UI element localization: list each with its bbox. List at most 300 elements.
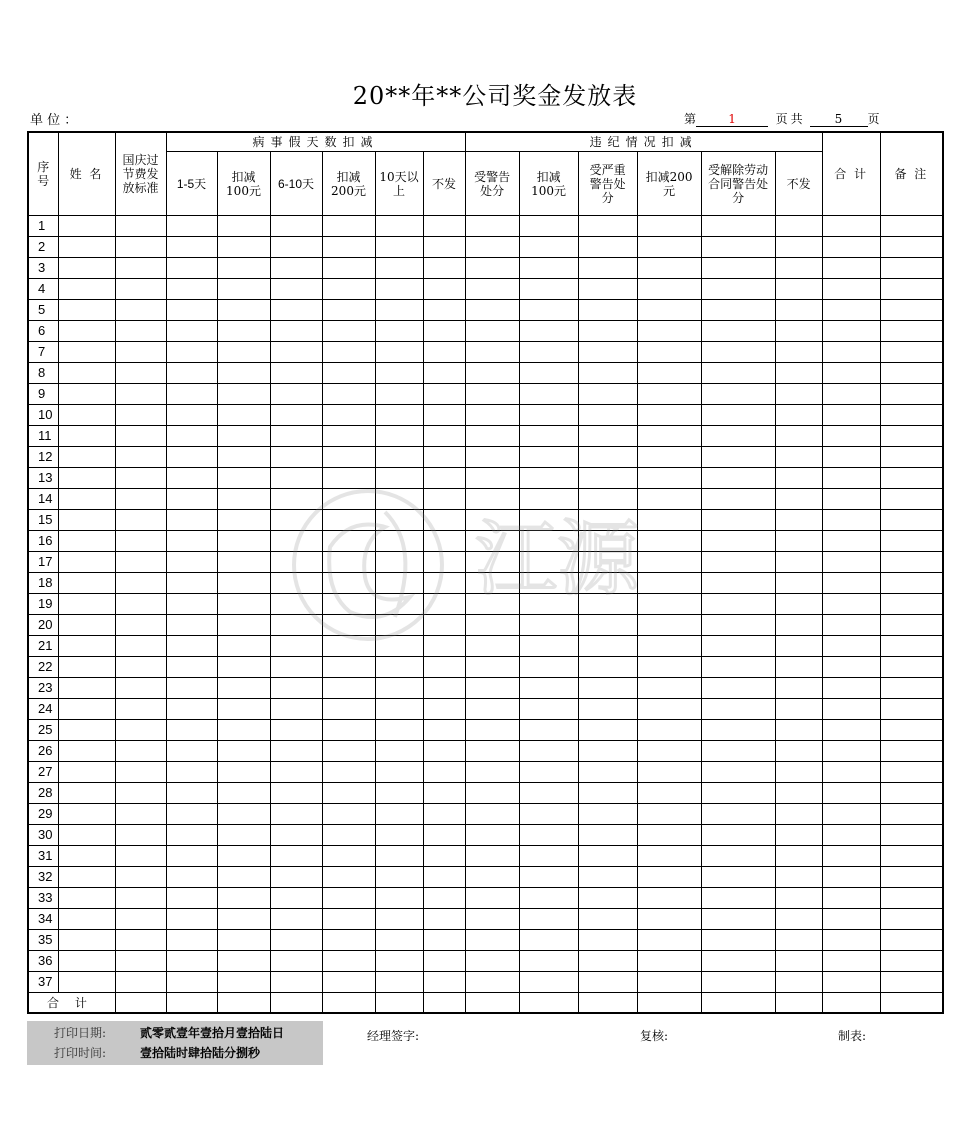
table-cell[interactable] <box>465 951 519 972</box>
table-cell[interactable] <box>423 216 465 237</box>
table-cell[interactable] <box>115 447 166 468</box>
table-cell[interactable] <box>270 657 322 678</box>
table-cell[interactable] <box>375 930 423 951</box>
table-cell[interactable] <box>822 909 880 930</box>
table-cell[interactable] <box>775 909 822 930</box>
table-cell[interactable] <box>217 510 270 531</box>
table-cell[interactable] <box>519 447 578 468</box>
total-cell[interactable] <box>166 993 217 1014</box>
table-cell[interactable] <box>270 384 322 405</box>
table-cell[interactable] <box>775 531 822 552</box>
table-cell[interactable] <box>822 888 880 909</box>
table-cell[interactable] <box>58 510 115 531</box>
table-cell[interactable] <box>880 510 943 531</box>
table-cell[interactable] <box>423 762 465 783</box>
table-cell[interactable] <box>519 300 578 321</box>
table-cell[interactable] <box>519 279 578 300</box>
table-cell[interactable] <box>701 468 775 489</box>
table-cell[interactable] <box>822 531 880 552</box>
table-cell[interactable] <box>880 909 943 930</box>
table-cell[interactable] <box>519 594 578 615</box>
table-cell[interactable] <box>423 636 465 657</box>
table-cell[interactable] <box>637 468 701 489</box>
table-cell[interactable] <box>375 699 423 720</box>
table-cell[interactable] <box>423 930 465 951</box>
table-cell[interactable] <box>270 426 322 447</box>
table-cell[interactable] <box>322 258 375 279</box>
table-cell[interactable] <box>578 489 637 510</box>
table-cell[interactable] <box>375 741 423 762</box>
table-cell[interactable] <box>58 867 115 888</box>
table-cell[interactable] <box>701 531 775 552</box>
table-cell[interactable] <box>322 699 375 720</box>
table-cell[interactable] <box>578 363 637 384</box>
total-cell[interactable] <box>217 993 270 1014</box>
table-cell[interactable] <box>701 888 775 909</box>
table-cell[interactable] <box>519 678 578 699</box>
table-cell[interactable] <box>637 930 701 951</box>
table-cell[interactable] <box>465 258 519 279</box>
table-cell[interactable] <box>637 447 701 468</box>
table-cell[interactable] <box>880 972 943 993</box>
table-cell[interactable] <box>519 699 578 720</box>
table-cell[interactable] <box>217 342 270 363</box>
table-cell[interactable] <box>701 783 775 804</box>
table-cell[interactable] <box>880 804 943 825</box>
table-cell[interactable] <box>637 489 701 510</box>
table-cell[interactable] <box>880 699 943 720</box>
table-cell[interactable] <box>822 678 880 699</box>
table-cell[interactable] <box>465 825 519 846</box>
table-cell[interactable] <box>322 594 375 615</box>
table-cell[interactable] <box>465 342 519 363</box>
table-cell[interactable] <box>423 867 465 888</box>
table-cell[interactable] <box>637 699 701 720</box>
table-cell[interactable] <box>322 342 375 363</box>
table-cell[interactable] <box>166 237 217 258</box>
table-cell[interactable] <box>775 888 822 909</box>
table-cell[interactable] <box>270 867 322 888</box>
table-cell[interactable] <box>880 615 943 636</box>
total-cell[interactable] <box>822 993 880 1014</box>
table-cell[interactable] <box>375 405 423 426</box>
table-cell[interactable] <box>465 972 519 993</box>
table-cell[interactable] <box>58 468 115 489</box>
table-cell[interactable] <box>166 804 217 825</box>
table-cell[interactable] <box>701 405 775 426</box>
table-cell[interactable] <box>270 594 322 615</box>
table-cell[interactable] <box>701 678 775 699</box>
table-cell[interactable] <box>115 363 166 384</box>
table-cell[interactable] <box>519 258 578 279</box>
table-cell[interactable] <box>166 825 217 846</box>
total-cell[interactable] <box>322 993 375 1014</box>
table-cell[interactable] <box>519 636 578 657</box>
table-cell[interactable] <box>166 552 217 573</box>
table-cell[interactable] <box>375 384 423 405</box>
table-cell[interactable] <box>775 846 822 867</box>
table-cell[interactable] <box>322 405 375 426</box>
table-cell[interactable] <box>322 720 375 741</box>
table-cell[interactable] <box>519 804 578 825</box>
table-cell[interactable] <box>217 657 270 678</box>
table-cell[interactable] <box>465 846 519 867</box>
table-cell[interactable] <box>775 804 822 825</box>
table-cell[interactable] <box>322 867 375 888</box>
table-cell[interactable] <box>423 363 465 384</box>
table-cell[interactable] <box>465 447 519 468</box>
table-cell[interactable] <box>270 762 322 783</box>
table-cell[interactable] <box>322 426 375 447</box>
table-cell[interactable] <box>270 531 322 552</box>
table-cell[interactable] <box>322 615 375 636</box>
table-cell[interactable] <box>880 741 943 762</box>
table-cell[interactable] <box>519 972 578 993</box>
table-cell[interactable] <box>115 699 166 720</box>
table-cell[interactable] <box>58 258 115 279</box>
table-cell[interactable] <box>637 531 701 552</box>
table-cell[interactable] <box>115 825 166 846</box>
table-cell[interactable] <box>578 300 637 321</box>
table-cell[interactable] <box>115 594 166 615</box>
table-cell[interactable] <box>578 825 637 846</box>
table-cell[interactable] <box>166 783 217 804</box>
table-cell[interactable] <box>775 657 822 678</box>
total-cell[interactable] <box>270 993 322 1014</box>
table-cell[interactable] <box>775 594 822 615</box>
table-cell[interactable] <box>375 216 423 237</box>
table-cell[interactable] <box>465 657 519 678</box>
table-cell[interactable] <box>775 552 822 573</box>
table-cell[interactable] <box>701 804 775 825</box>
table-cell[interactable] <box>519 552 578 573</box>
table-cell[interactable] <box>465 762 519 783</box>
table-cell[interactable] <box>822 426 880 447</box>
table-cell[interactable] <box>217 447 270 468</box>
table-cell[interactable] <box>775 951 822 972</box>
table-cell[interactable] <box>578 636 637 657</box>
table-cell[interactable] <box>465 216 519 237</box>
table-cell[interactable] <box>270 300 322 321</box>
table-cell[interactable] <box>217 237 270 258</box>
table-cell[interactable] <box>423 279 465 300</box>
table-cell[interactable] <box>322 321 375 342</box>
table-cell[interactable] <box>578 237 637 258</box>
table-cell[interactable] <box>217 300 270 321</box>
table-cell[interactable] <box>701 237 775 258</box>
table-cell[interactable] <box>217 762 270 783</box>
table-cell[interactable] <box>423 594 465 615</box>
table-cell[interactable] <box>465 321 519 342</box>
table-cell[interactable] <box>166 405 217 426</box>
table-cell[interactable] <box>637 657 701 678</box>
table-cell[interactable] <box>578 258 637 279</box>
table-cell[interactable] <box>270 636 322 657</box>
table-cell[interactable] <box>58 846 115 867</box>
table-cell[interactable] <box>465 510 519 531</box>
table-cell[interactable] <box>270 552 322 573</box>
table-cell[interactable] <box>115 321 166 342</box>
table-cell[interactable] <box>465 783 519 804</box>
table-cell[interactable] <box>701 951 775 972</box>
table-cell[interactable] <box>775 573 822 594</box>
table-cell[interactable] <box>217 972 270 993</box>
table-cell[interactable] <box>775 615 822 636</box>
table-cell[interactable] <box>880 384 943 405</box>
table-cell[interactable] <box>880 321 943 342</box>
table-cell[interactable] <box>270 720 322 741</box>
table-cell[interactable] <box>880 594 943 615</box>
table-cell[interactable] <box>880 825 943 846</box>
table-cell[interactable] <box>423 825 465 846</box>
table-cell[interactable] <box>115 279 166 300</box>
table-cell[interactable] <box>322 741 375 762</box>
table-cell[interactable] <box>701 384 775 405</box>
table-cell[interactable] <box>217 783 270 804</box>
table-cell[interactable] <box>166 636 217 657</box>
table-cell[interactable] <box>270 825 322 846</box>
table-cell[interactable] <box>58 405 115 426</box>
table-cell[interactable] <box>58 384 115 405</box>
table-cell[interactable] <box>58 447 115 468</box>
table-cell[interactable] <box>166 573 217 594</box>
table-cell[interactable] <box>58 531 115 552</box>
table-cell[interactable] <box>375 594 423 615</box>
table-cell[interactable] <box>519 783 578 804</box>
table-cell[interactable] <box>775 363 822 384</box>
table-cell[interactable] <box>115 405 166 426</box>
table-cell[interactable] <box>270 930 322 951</box>
table-cell[interactable] <box>880 489 943 510</box>
total-cell[interactable] <box>880 993 943 1014</box>
table-cell[interactable] <box>465 888 519 909</box>
table-cell[interactable] <box>58 972 115 993</box>
table-cell[interactable] <box>701 720 775 741</box>
table-cell[interactable] <box>701 426 775 447</box>
table-cell[interactable] <box>775 426 822 447</box>
table-cell[interactable] <box>423 888 465 909</box>
table-cell[interactable] <box>166 342 217 363</box>
table-cell[interactable] <box>822 699 880 720</box>
table-cell[interactable] <box>880 846 943 867</box>
table-cell[interactable] <box>166 468 217 489</box>
table-cell[interactable] <box>880 783 943 804</box>
table-cell[interactable] <box>775 972 822 993</box>
table-cell[interactable] <box>822 258 880 279</box>
table-cell[interactable] <box>701 846 775 867</box>
table-cell[interactable] <box>637 363 701 384</box>
table-cell[interactable] <box>58 825 115 846</box>
table-cell[interactable] <box>578 909 637 930</box>
table-cell[interactable] <box>166 678 217 699</box>
table-cell[interactable] <box>166 615 217 636</box>
table-cell[interactable] <box>166 384 217 405</box>
table-cell[interactable] <box>115 972 166 993</box>
table-cell[interactable] <box>115 657 166 678</box>
table-cell[interactable] <box>822 363 880 384</box>
table-cell[interactable] <box>637 636 701 657</box>
table-cell[interactable] <box>217 258 270 279</box>
table-cell[interactable] <box>822 300 880 321</box>
table-cell[interactable] <box>578 405 637 426</box>
table-cell[interactable] <box>217 573 270 594</box>
table-cell[interactable] <box>322 531 375 552</box>
table-cell[interactable] <box>465 867 519 888</box>
table-cell[interactable] <box>375 552 423 573</box>
table-cell[interactable] <box>880 363 943 384</box>
table-cell[interactable] <box>775 468 822 489</box>
table-cell[interactable] <box>578 594 637 615</box>
table-cell[interactable] <box>701 762 775 783</box>
table-cell[interactable] <box>701 699 775 720</box>
table-cell[interactable] <box>519 762 578 783</box>
table-cell[interactable] <box>58 321 115 342</box>
table-cell[interactable] <box>822 972 880 993</box>
table-cell[interactable] <box>115 804 166 825</box>
table-cell[interactable] <box>58 783 115 804</box>
table-cell[interactable] <box>822 216 880 237</box>
table-cell[interactable] <box>166 867 217 888</box>
table-cell[interactable] <box>519 573 578 594</box>
table-cell[interactable] <box>322 636 375 657</box>
table-cell[interactable] <box>880 279 943 300</box>
table-cell[interactable] <box>322 363 375 384</box>
table-cell[interactable] <box>519 216 578 237</box>
table-cell[interactable] <box>701 258 775 279</box>
table-cell[interactable] <box>519 489 578 510</box>
table-cell[interactable] <box>701 825 775 846</box>
table-cell[interactable] <box>465 405 519 426</box>
table-cell[interactable] <box>519 615 578 636</box>
table-cell[interactable] <box>701 930 775 951</box>
table-cell[interactable] <box>423 489 465 510</box>
table-cell[interactable] <box>423 615 465 636</box>
table-cell[interactable] <box>115 258 166 279</box>
table-cell[interactable] <box>270 909 322 930</box>
table-cell[interactable] <box>115 510 166 531</box>
table-cell[interactable] <box>465 636 519 657</box>
table-cell[interactable] <box>880 552 943 573</box>
table-cell[interactable] <box>822 846 880 867</box>
table-cell[interactable] <box>270 468 322 489</box>
table-cell[interactable] <box>375 720 423 741</box>
table-cell[interactable] <box>322 573 375 594</box>
table-cell[interactable] <box>166 216 217 237</box>
table-cell[interactable] <box>578 972 637 993</box>
table-cell[interactable] <box>822 720 880 741</box>
table-cell[interactable] <box>375 678 423 699</box>
table-cell[interactable] <box>375 573 423 594</box>
table-cell[interactable] <box>322 384 375 405</box>
table-cell[interactable] <box>880 657 943 678</box>
table-cell[interactable] <box>270 699 322 720</box>
table-cell[interactable] <box>217 951 270 972</box>
table-cell[interactable] <box>822 930 880 951</box>
table-cell[interactable] <box>775 636 822 657</box>
table-cell[interactable] <box>822 342 880 363</box>
table-cell[interactable] <box>423 699 465 720</box>
table-cell[interactable] <box>637 342 701 363</box>
table-cell[interactable] <box>637 846 701 867</box>
table-cell[interactable] <box>115 468 166 489</box>
table-cell[interactable] <box>375 972 423 993</box>
table-cell[interactable] <box>217 552 270 573</box>
table-cell[interactable] <box>166 699 217 720</box>
table-cell[interactable] <box>465 909 519 930</box>
table-cell[interactable] <box>322 783 375 804</box>
table-cell[interactable] <box>322 279 375 300</box>
table-cell[interactable] <box>578 468 637 489</box>
total-cell[interactable] <box>775 993 822 1014</box>
table-cell[interactable] <box>637 258 701 279</box>
table-cell[interactable] <box>822 384 880 405</box>
table-cell[interactable] <box>880 216 943 237</box>
table-cell[interactable] <box>166 741 217 762</box>
table-cell[interactable] <box>322 510 375 531</box>
table-cell[interactable] <box>465 573 519 594</box>
table-cell[interactable] <box>423 426 465 447</box>
table-cell[interactable] <box>322 888 375 909</box>
table-cell[interactable] <box>375 762 423 783</box>
table-cell[interactable] <box>58 699 115 720</box>
total-cell[interactable] <box>519 993 578 1014</box>
table-cell[interactable] <box>578 783 637 804</box>
table-cell[interactable] <box>775 237 822 258</box>
table-cell[interactable] <box>822 657 880 678</box>
table-cell[interactable] <box>775 678 822 699</box>
table-cell[interactable] <box>578 804 637 825</box>
table-cell[interactable] <box>822 573 880 594</box>
table-cell[interactable] <box>375 426 423 447</box>
table-cell[interactable] <box>322 762 375 783</box>
table-cell[interactable] <box>166 510 217 531</box>
table-cell[interactable] <box>322 951 375 972</box>
table-cell[interactable] <box>322 216 375 237</box>
table-cell[interactable] <box>115 846 166 867</box>
table-cell[interactable] <box>270 972 322 993</box>
table-cell[interactable] <box>115 384 166 405</box>
table-cell[interactable] <box>217 720 270 741</box>
table-cell[interactable] <box>637 405 701 426</box>
table-cell[interactable] <box>375 846 423 867</box>
table-cell[interactable] <box>701 489 775 510</box>
table-cell[interactable] <box>58 720 115 741</box>
table-cell[interactable] <box>115 678 166 699</box>
table-cell[interactable] <box>115 573 166 594</box>
table-cell[interactable] <box>637 573 701 594</box>
table-cell[interactable] <box>465 720 519 741</box>
table-cell[interactable] <box>322 909 375 930</box>
table-cell[interactable] <box>166 720 217 741</box>
table-cell[interactable] <box>578 342 637 363</box>
table-cell[interactable] <box>423 657 465 678</box>
table-cell[interactable] <box>58 804 115 825</box>
table-cell[interactable] <box>519 405 578 426</box>
table-cell[interactable] <box>637 951 701 972</box>
table-cell[interactable] <box>637 510 701 531</box>
table-cell[interactable] <box>465 489 519 510</box>
table-cell[interactable] <box>270 615 322 636</box>
table-cell[interactable] <box>701 216 775 237</box>
table-cell[interactable] <box>880 573 943 594</box>
table-cell[interactable] <box>270 279 322 300</box>
table-cell[interactable] <box>822 804 880 825</box>
table-cell[interactable] <box>115 300 166 321</box>
table-cell[interactable] <box>578 657 637 678</box>
table-cell[interactable] <box>58 342 115 363</box>
table-cell[interactable] <box>166 321 217 342</box>
table-cell[interactable] <box>880 930 943 951</box>
